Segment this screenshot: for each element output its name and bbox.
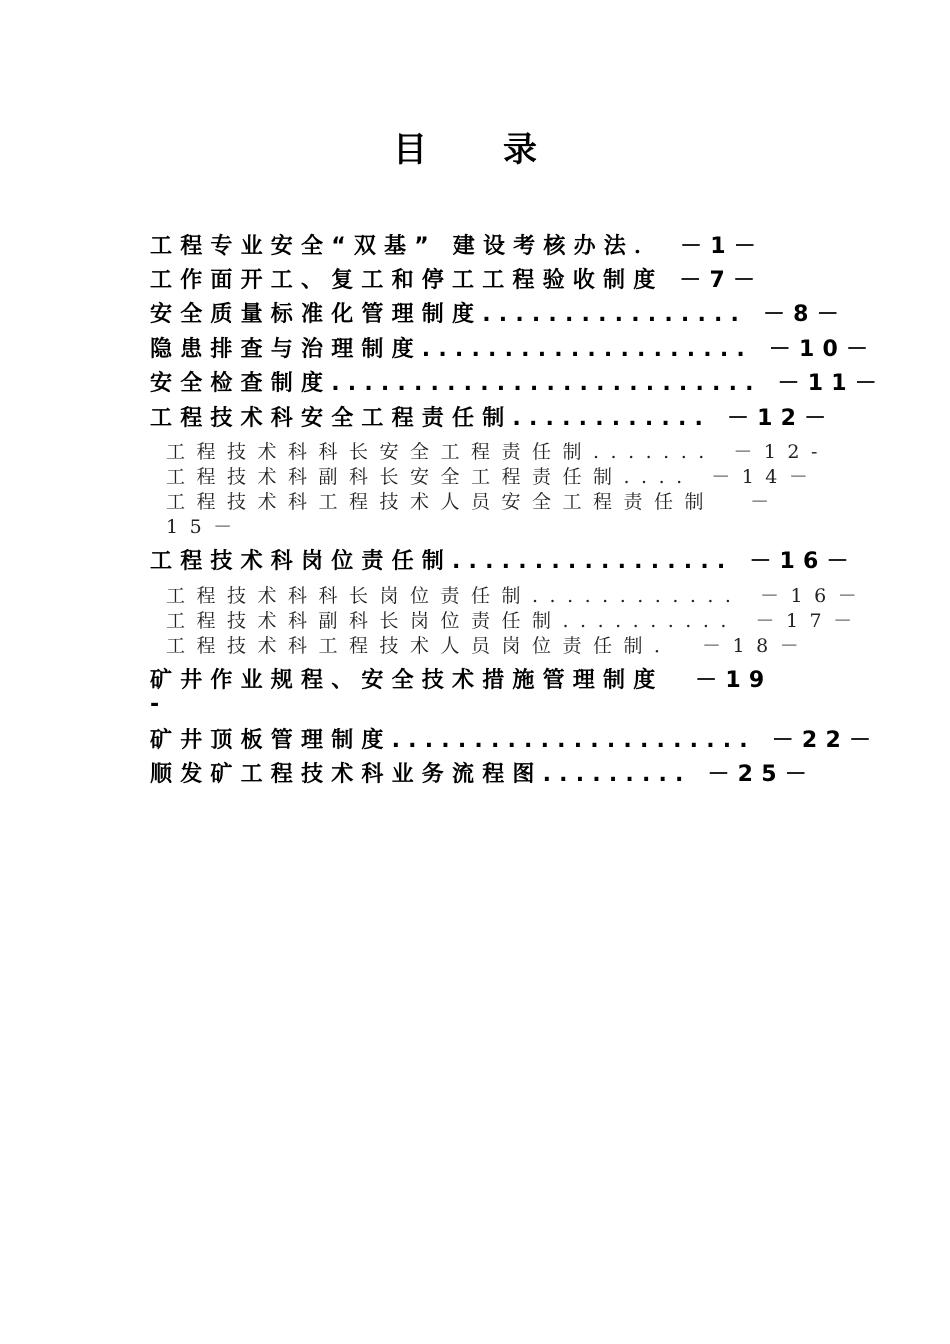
toc-entry-title: 工程技术科副科长岗位责任制.......... bbox=[166, 610, 738, 632]
toc-entry-page: －1－ bbox=[664, 234, 764, 259]
title-char-1: 目 bbox=[393, 130, 427, 170]
toc-entry-title: 隐患排查与治理制度.................... bbox=[150, 337, 753, 362]
toc-subentry[interactable] bbox=[166, 465, 819, 489]
toc-entry-page: －18－ bbox=[684, 635, 811, 657]
toc-entry-title: 工程技术科科长安全工程责任制....... bbox=[166, 441, 716, 463]
toc-entry-title: 工程专业安全“双基” 建设考核办法． bbox=[150, 234, 665, 259]
toc-entry-title: 矿井作业规程、安全技术措施管理制度 bbox=[150, 668, 664, 693]
toc-entry-page: －12－ bbox=[711, 406, 835, 431]
title-char-2: 录 bbox=[503, 130, 537, 170]
toc-subentry[interactable] bbox=[166, 490, 781, 514]
toc-subentry[interactable] bbox=[166, 584, 868, 608]
toc-entry-page: －16－ bbox=[742, 585, 869, 607]
toc-entry[interactable] bbox=[150, 369, 885, 399]
toc-entry-page: － bbox=[715, 491, 781, 513]
toc-subentry[interactable] bbox=[166, 609, 864, 633]
toc-entry-page: －7－ bbox=[663, 268, 764, 293]
toc-entry-title: 安全质量标准化管理制度................ bbox=[150, 302, 748, 327]
toc-entry-page: －14－ bbox=[693, 466, 820, 488]
toc-entry-title: 矿井顶板管理制度...................... bbox=[150, 728, 756, 753]
toc-entry-title: 顺发矿工程技术科业务流程图......... bbox=[150, 762, 692, 787]
toc-entry-continuation bbox=[150, 690, 167, 720]
toc-entry-title: 工程技术科工程技术人员岗位责任制． bbox=[166, 635, 685, 657]
toc-entry-page: －19 bbox=[663, 668, 773, 693]
toc-entry-title: 工程技术科安全工程责任制............ bbox=[150, 406, 712, 431]
toc-entry-title: 工程技术科岗位责任制................. bbox=[150, 549, 734, 574]
toc-entry-page: －17－ bbox=[737, 610, 864, 632]
toc-entry-page: －25－ bbox=[691, 762, 815, 787]
toc-entry[interactable] bbox=[150, 335, 876, 365]
toc-entry[interactable] bbox=[150, 760, 815, 790]
toc-entry-page: －16－ bbox=[733, 549, 857, 574]
toc-entry[interactable] bbox=[150, 300, 847, 330]
toc-entry[interactable] bbox=[150, 666, 772, 696]
toc-entry-title: 工程技术科科长岗位责任制............ bbox=[166, 585, 743, 607]
toc-entry[interactable] bbox=[150, 547, 857, 577]
toc-entry[interactable] bbox=[150, 726, 879, 756]
toc-entry-title: 工作面开工、复工和停工工程验收制度 bbox=[150, 268, 664, 293]
toc-entry-title: 工程技术科工程技术人员安全工程责任制 bbox=[166, 491, 716, 513]
toc-subentry[interactable] bbox=[166, 440, 829, 464]
toc-entry[interactable] bbox=[150, 266, 763, 296]
toc-entry-title: 15－ bbox=[166, 516, 244, 538]
toc-entry[interactable] bbox=[150, 232, 764, 262]
toc-entry-page: －12- bbox=[715, 441, 829, 463]
toc-subentry-continuation bbox=[166, 515, 244, 539]
toc-entry-title: 安全检查制度.......................... bbox=[150, 371, 762, 396]
toc-entry-title: 工程技术科副科长安全工程责任制.... bbox=[166, 466, 694, 488]
toc-subentry[interactable] bbox=[166, 634, 810, 658]
toc-entry[interactable] bbox=[150, 404, 834, 434]
toc-entry-page: －10－ bbox=[752, 337, 877, 362]
toc-entry-page: －22－ bbox=[755, 728, 880, 753]
toc-entry-page: －11－ bbox=[761, 371, 885, 396]
toc-entry-title: - bbox=[150, 692, 168, 717]
toc-entry-page: －8－ bbox=[747, 302, 847, 327]
